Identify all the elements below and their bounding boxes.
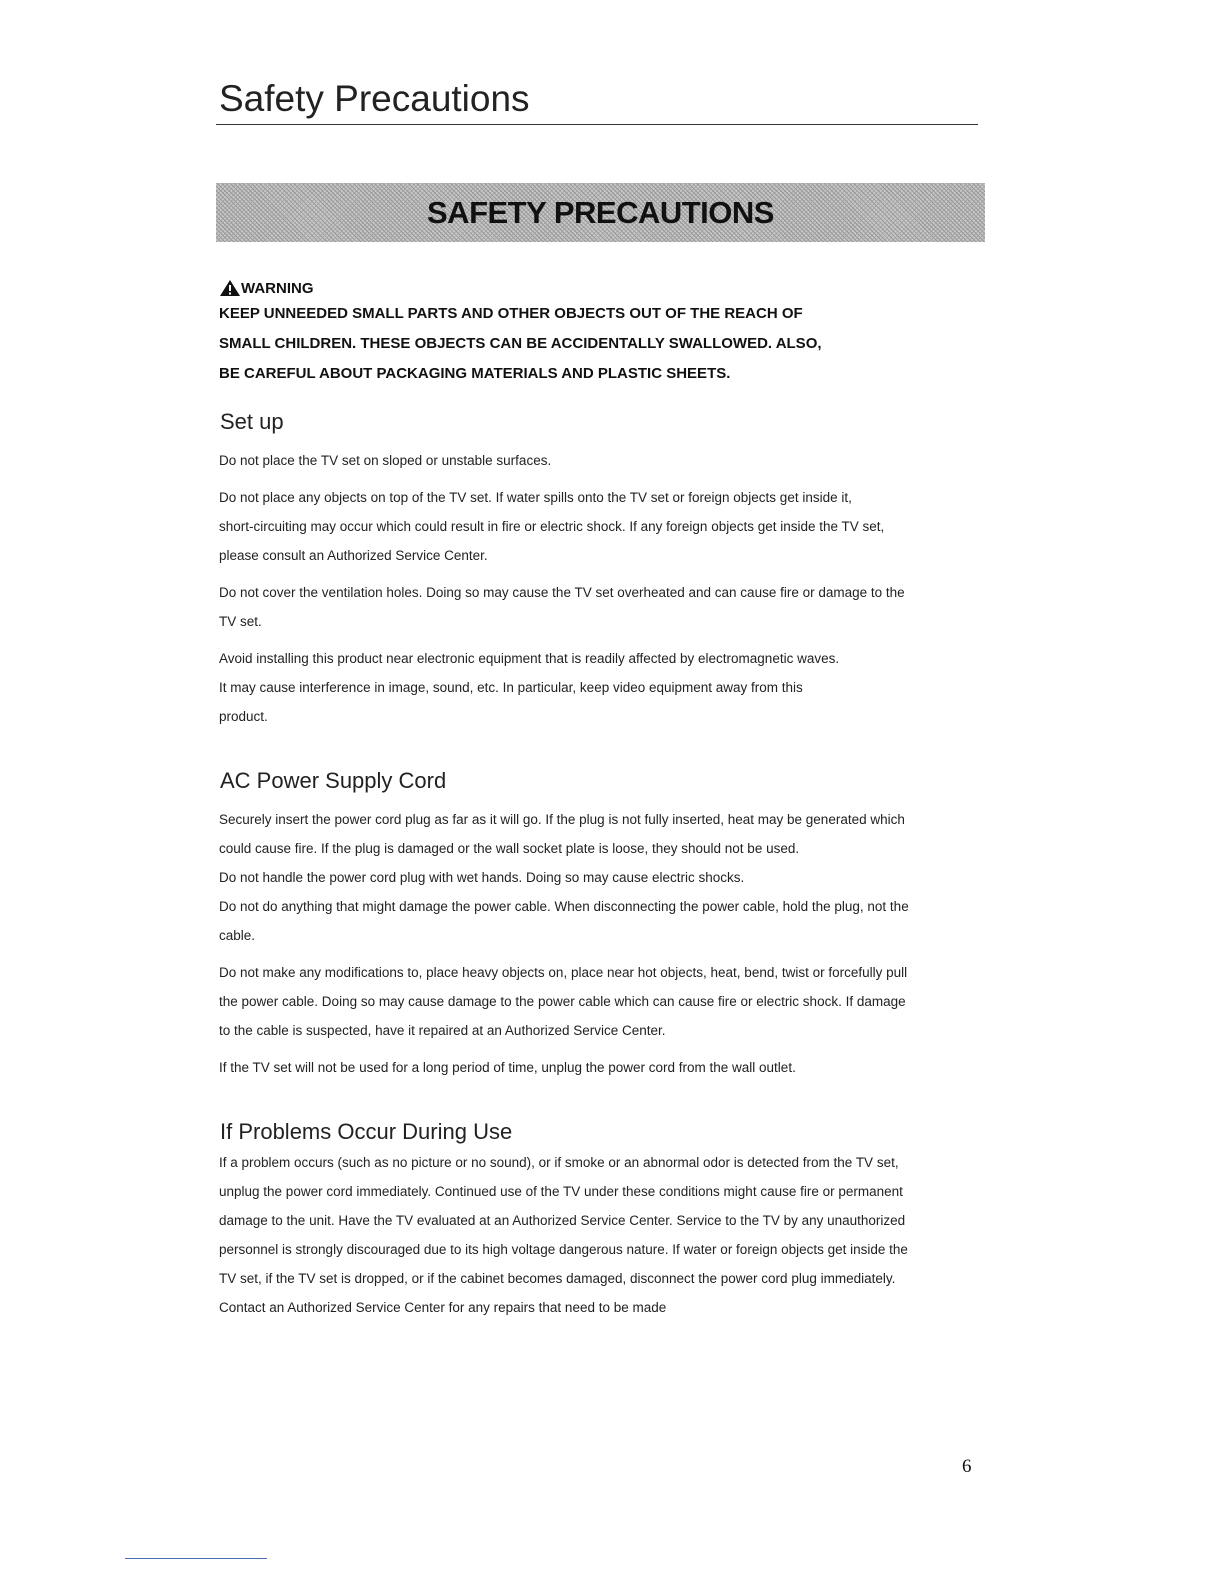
text-line: If a problem occurs (such as no picture or no sound), or if smoke or an abnormal odor is detected from the TV set, [219, 1155, 899, 1170]
text-line: TV set, if the TV set is dropped, or if the cabinet becomes damaged, disconnect the power cord plug immediately. [219, 1271, 896, 1286]
text-line: please consult an Authorized Service Center. [219, 548, 488, 563]
text-line: TV set. [219, 614, 262, 629]
footer-rule [125, 1558, 267, 1559]
text-line: the power cable. Doing so may cause damage to the power cable which can cause fire or electric shock. If damage [219, 994, 906, 1009]
paragraph [219, 446, 905, 475]
text-line: Do not cover the ventilation holes. Doing so may cause the TV set overheated and can cause fire or damage to the [219, 585, 905, 600]
text-line: It may cause interference in image, sound, etc. In particular, keep video equipment away from this [219, 680, 803, 695]
text-line: product. [219, 709, 268, 724]
text-line: Do not do anything that might damage the power cable. When disconnecting the power cable, hold the plug, not the [219, 899, 909, 914]
paragraph [219, 958, 909, 1045]
text-line: Do not place the TV set on sloped or unstable surfaces. [219, 453, 552, 468]
section-ac-power [219, 805, 909, 1090]
heading-ac-power: AC Power Supply Cord [220, 768, 447, 793]
heading-set-up: Set up [220, 409, 284, 434]
text-line: Avoid installing this product near electronic equipment that is readily affected by electromagnetic waves. [219, 651, 840, 666]
text-line: short-circuiting may occur which could result in fire or electric shock. If any foreign objects get inside the TV set, [219, 519, 885, 534]
warning-triangle-icon [219, 279, 241, 297]
text-line: unplug the power cord immediately. Continued use of the TV under these conditions might cause fire or permanent [219, 1184, 903, 1199]
warning-block [219, 277, 822, 389]
heading-problems: If Problems Occur During Use [220, 1119, 513, 1144]
section-problems [219, 1148, 908, 1330]
paragraph [219, 483, 905, 570]
warning-line: BE CAREFUL ABOUT PACKAGING MATERIALS AND PLASTIC SHEETS. [219, 365, 731, 382]
text-line: to the cable is suspected, have it repaired at an Authorized Service Center. [219, 1023, 666, 1038]
paragraph [219, 1148, 908, 1322]
text-line: If the TV set will not be used for a long period of time, unplug the power cord from the wall outlet. [219, 1060, 796, 1075]
banner-text: SAFETY PRECAUTIONS [427, 194, 774, 230]
page-title: Safety Precautions [219, 78, 530, 119]
text-line: Securely insert the power cord plug as far as it will go. If the plug is not fully inserted, heat may be generated which [219, 812, 905, 827]
warning-label: WARNING [241, 279, 314, 297]
paragraph [219, 805, 909, 950]
paragraph [219, 1053, 909, 1082]
title-rule [216, 124, 978, 125]
text-line: Do not place any objects on top of the TV set. If water spills onto the TV set or foreign objects get inside it, [219, 490, 852, 505]
paragraph [219, 644, 905, 731]
paragraph [219, 578, 905, 636]
text-line: damage to the unit. Have the TV evaluated at an Authorized Service Center. Service to the TV by any unauthorized [219, 1213, 906, 1228]
section-set-up [219, 446, 905, 739]
text-line: could cause fire. If the plug is damaged or the wall socket plate is loose, they should not be used. [219, 841, 800, 856]
text-line: Do not handle the power cord plug with wet hands. Doing so may cause electric shocks. [219, 870, 745, 885]
warning-line: SMALL CHILDREN. THESE OBJECTS CAN BE ACCIDENTALLY SWALLOWED. ALSO, [219, 335, 822, 352]
page-number: 6 [962, 1456, 972, 1477]
text-line: Contact an Authorized Service Center for any repairs that need to be made [219, 1300, 667, 1315]
safety-banner [216, 183, 985, 242]
text-line: cable. [219, 928, 256, 943]
text-line: Do not make any modifications to, place heavy objects on, place near hot objects, heat, bend, twist or forcefully pull [219, 965, 908, 980]
warning-line: KEEP UNNEEDED SMALL PARTS AND OTHER OBJECTS OUT OF THE REACH OF [219, 305, 803, 322]
text-line: personnel is strongly discouraged due to its high voltage dangerous nature. If water or foreign objects get inside the [219, 1242, 908, 1257]
